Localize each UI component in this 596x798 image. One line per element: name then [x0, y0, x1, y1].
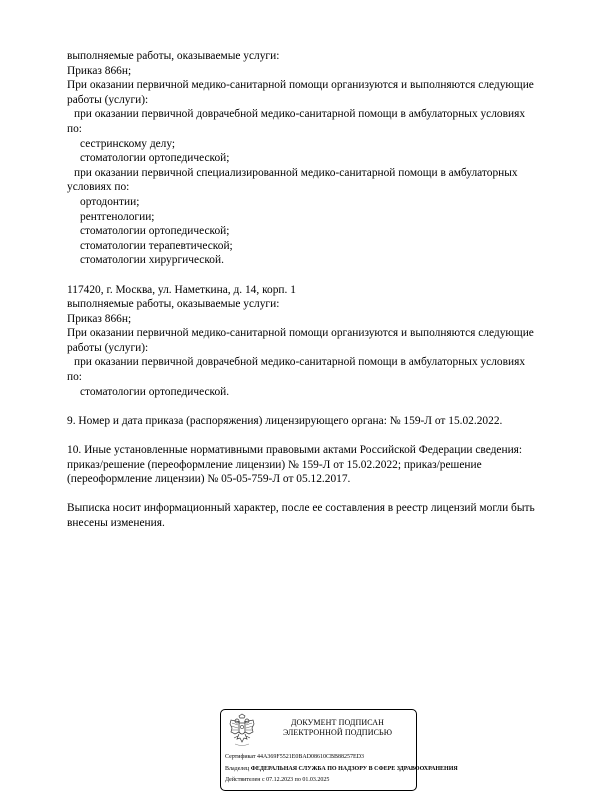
certificate-number: 44A369F5521E0BAD08610CBB88257ED3 — [257, 754, 365, 760]
section-9-order-number: 9. Номер и дата приказа (распоряжения) лицензирующего органа: № 159-Л от 15.02.2022. — [67, 414, 503, 427]
certificate-label: Сертификат — [225, 754, 256, 760]
address: 117420, г. Москва, ул. Наметкина, д. 14, корп. 1 — [67, 283, 296, 296]
services-heading: выполняемые работы, оказываемые услуги: — [67, 50, 280, 62]
order-reference: Приказ 866н; — [67, 64, 132, 77]
service-item: рентгенологии; — [80, 210, 155, 223]
section-10-other-info: (переоформление лицензии) № 05-05-759-Л от 05.12.2017. — [67, 473, 351, 486]
specialized-care-heading: условиях по: — [67, 181, 130, 194]
premedical-care-heading: при оказании первичной доврачебной медико-санитарной помощи в амбулаторных условиях — [74, 356, 526, 369]
order-reference: Приказ 866н; — [67, 312, 132, 325]
paragraph-gap — [67, 268, 567, 283]
disclaimer: Выписка носит информационный характер, после ее составления в реестр лицензий могли быть — [67, 502, 535, 515]
owner-name: ФЕДЕРАЛЬНАЯ СЛУЖБА ПО НАДЗОРУ В СФЕРЕ ЗДРАВООХРАНЕНИЯ — [250, 766, 458, 772]
stamp-validity: Действителен с 07.12.2023 по 01.03.2025 — [225, 777, 330, 783]
intro-text-line: При оказании первичной медико-санитарной помощи организуются и выполняются следующие — [67, 79, 534, 92]
paragraph-gap — [67, 487, 567, 502]
stamp-owner — [225, 766, 458, 773]
service-item: сестринскому делу; — [80, 137, 176, 150]
stamp-title-line: ЭЛЕКТРОННОЙ ПОДПИСЬЮ — [282, 728, 393, 737]
premedical-care-heading: по: — [67, 371, 82, 384]
intro-text-line: При оказании первичной медико-санитарной помощи организуются и выполняются следующие — [67, 327, 534, 340]
service-item: стоматологии ортопедической. — [80, 385, 230, 398]
service-item: стоматологии хирургической. — [80, 254, 224, 267]
paragraph-gap — [67, 399, 567, 414]
service-item: стоматологии терапевтической; — [80, 239, 233, 252]
premedical-care-heading: по: — [67, 122, 82, 135]
section-10-other-info: приказ/решение (переоформление лицензии) № 159-Л от 15.02.2022; приказ/решение — [67, 458, 482, 471]
electronic-signature-stamp — [220, 709, 458, 791]
double-headed-eagle-emblem-icon — [229, 714, 255, 748]
paragraph-gap — [67, 428, 567, 443]
stamp-certificate — [225, 754, 364, 761]
owner-label: Владелец — [225, 766, 250, 772]
intro-text-line: работы (услуги): — [67, 341, 149, 354]
intro-text-line: работы (услуги): — [67, 93, 149, 106]
service-item: стоматологии ортопедической; — [80, 225, 230, 238]
service-item: ортодонтии; — [80, 195, 140, 208]
document-body — [67, 49, 567, 531]
service-item: стоматологии ортопедической; — [80, 152, 230, 165]
disclaimer: внесены изменения. — [67, 517, 165, 529]
section-10-other-info: 10. Иные установленные нормативными правовыми актами Российской Федерации сведения: — [67, 444, 523, 457]
services-heading: выполняемые работы, оказываемые услуги: — [67, 298, 280, 311]
stamp-title — [265, 718, 410, 738]
premedical-care-heading: при оказании первичной доврачебной медико-санитарной помощи в амбулаторных условиях — [74, 108, 526, 121]
stamp-title-line: ДОКУМЕНТ ПОДПИСАН — [290, 718, 385, 727]
specialized-care-heading: при оказании первичной специализированной медико-санитарной помощи в амбулаторных — [74, 166, 518, 179]
